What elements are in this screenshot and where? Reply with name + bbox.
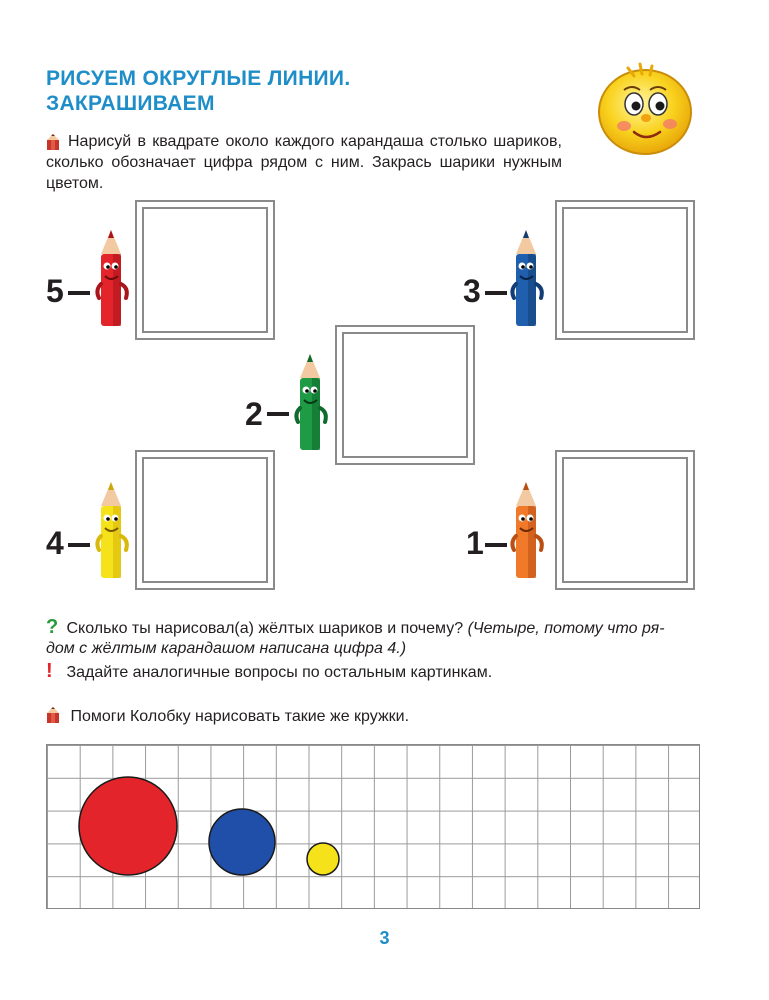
number-label-blue: 3	[463, 273, 481, 309]
question-text: Сколько ты нарисовал(а) жёлтых шариков и почему?	[66, 620, 464, 637]
kolobok-mascot-icon	[590, 60, 700, 160]
title-line-2: ЗАКРАШИВАЕМ	[46, 92, 215, 115]
dash-yellow	[68, 543, 90, 547]
dash-red	[68, 291, 90, 295]
task1-text: Нарисуй в квадрате около каждого карандаша столько шариков, сколько обозначает цифра рядом с ним. Закрась шарики нужным цветом.	[46, 133, 562, 192]
dash-blue	[485, 291, 507, 295]
note-block	[46, 660, 492, 684]
number-label-red: 5	[46, 273, 64, 309]
sample-circles	[46, 744, 700, 909]
number-label-green: 2	[245, 396, 263, 432]
pencil-icon	[46, 707, 60, 723]
pencil-character-yellow-icon	[93, 480, 133, 580]
number-label-yellow: 4	[46, 525, 64, 561]
small-yellow-circle	[307, 843, 339, 875]
dash-green	[267, 412, 289, 416]
pencil-character-blue-icon	[508, 228, 548, 328]
answer-text-line-1: (Четыре, потому что ря-	[467, 620, 665, 637]
task2-text: Помоги Колобку нарисовать такие же кружки.	[70, 708, 410, 725]
dash-orange	[485, 543, 507, 547]
drawing-box-green[interactable]	[335, 325, 475, 465]
question-mark-icon: ?	[46, 616, 59, 638]
page-title	[46, 66, 350, 116]
number-label-orange: 1	[466, 525, 484, 561]
drawing-box-orange[interactable]	[555, 450, 695, 590]
pencil-icon	[46, 134, 60, 150]
title-line-1: РИСУЕМ ОКРУГЛЫЕ ЛИНИИ.	[46, 67, 351, 90]
page-number: 3	[379, 928, 390, 948]
large-red-circle	[79, 777, 177, 875]
answer-text-line-2: дом с жёлтым карандашом написана цифра 4.)	[46, 640, 407, 657]
drawing-box-blue[interactable]	[555, 200, 695, 340]
exclamation-icon: !	[46, 660, 53, 682]
task2-instruction	[46, 706, 409, 728]
answer-block	[46, 638, 406, 660]
question-block	[46, 616, 706, 640]
note-text: Задайте аналогичные вопросы по остальным картинкам.	[66, 664, 493, 681]
drawing-box-red[interactable]	[135, 200, 275, 340]
medium-blue-circle	[209, 809, 275, 875]
task1-instruction	[46, 131, 562, 194]
pencil-character-orange-icon	[508, 480, 548, 580]
pencil-character-green-icon	[292, 352, 332, 452]
drawing-box-yellow[interactable]	[135, 450, 275, 590]
pencil-character-red-icon	[93, 228, 133, 328]
